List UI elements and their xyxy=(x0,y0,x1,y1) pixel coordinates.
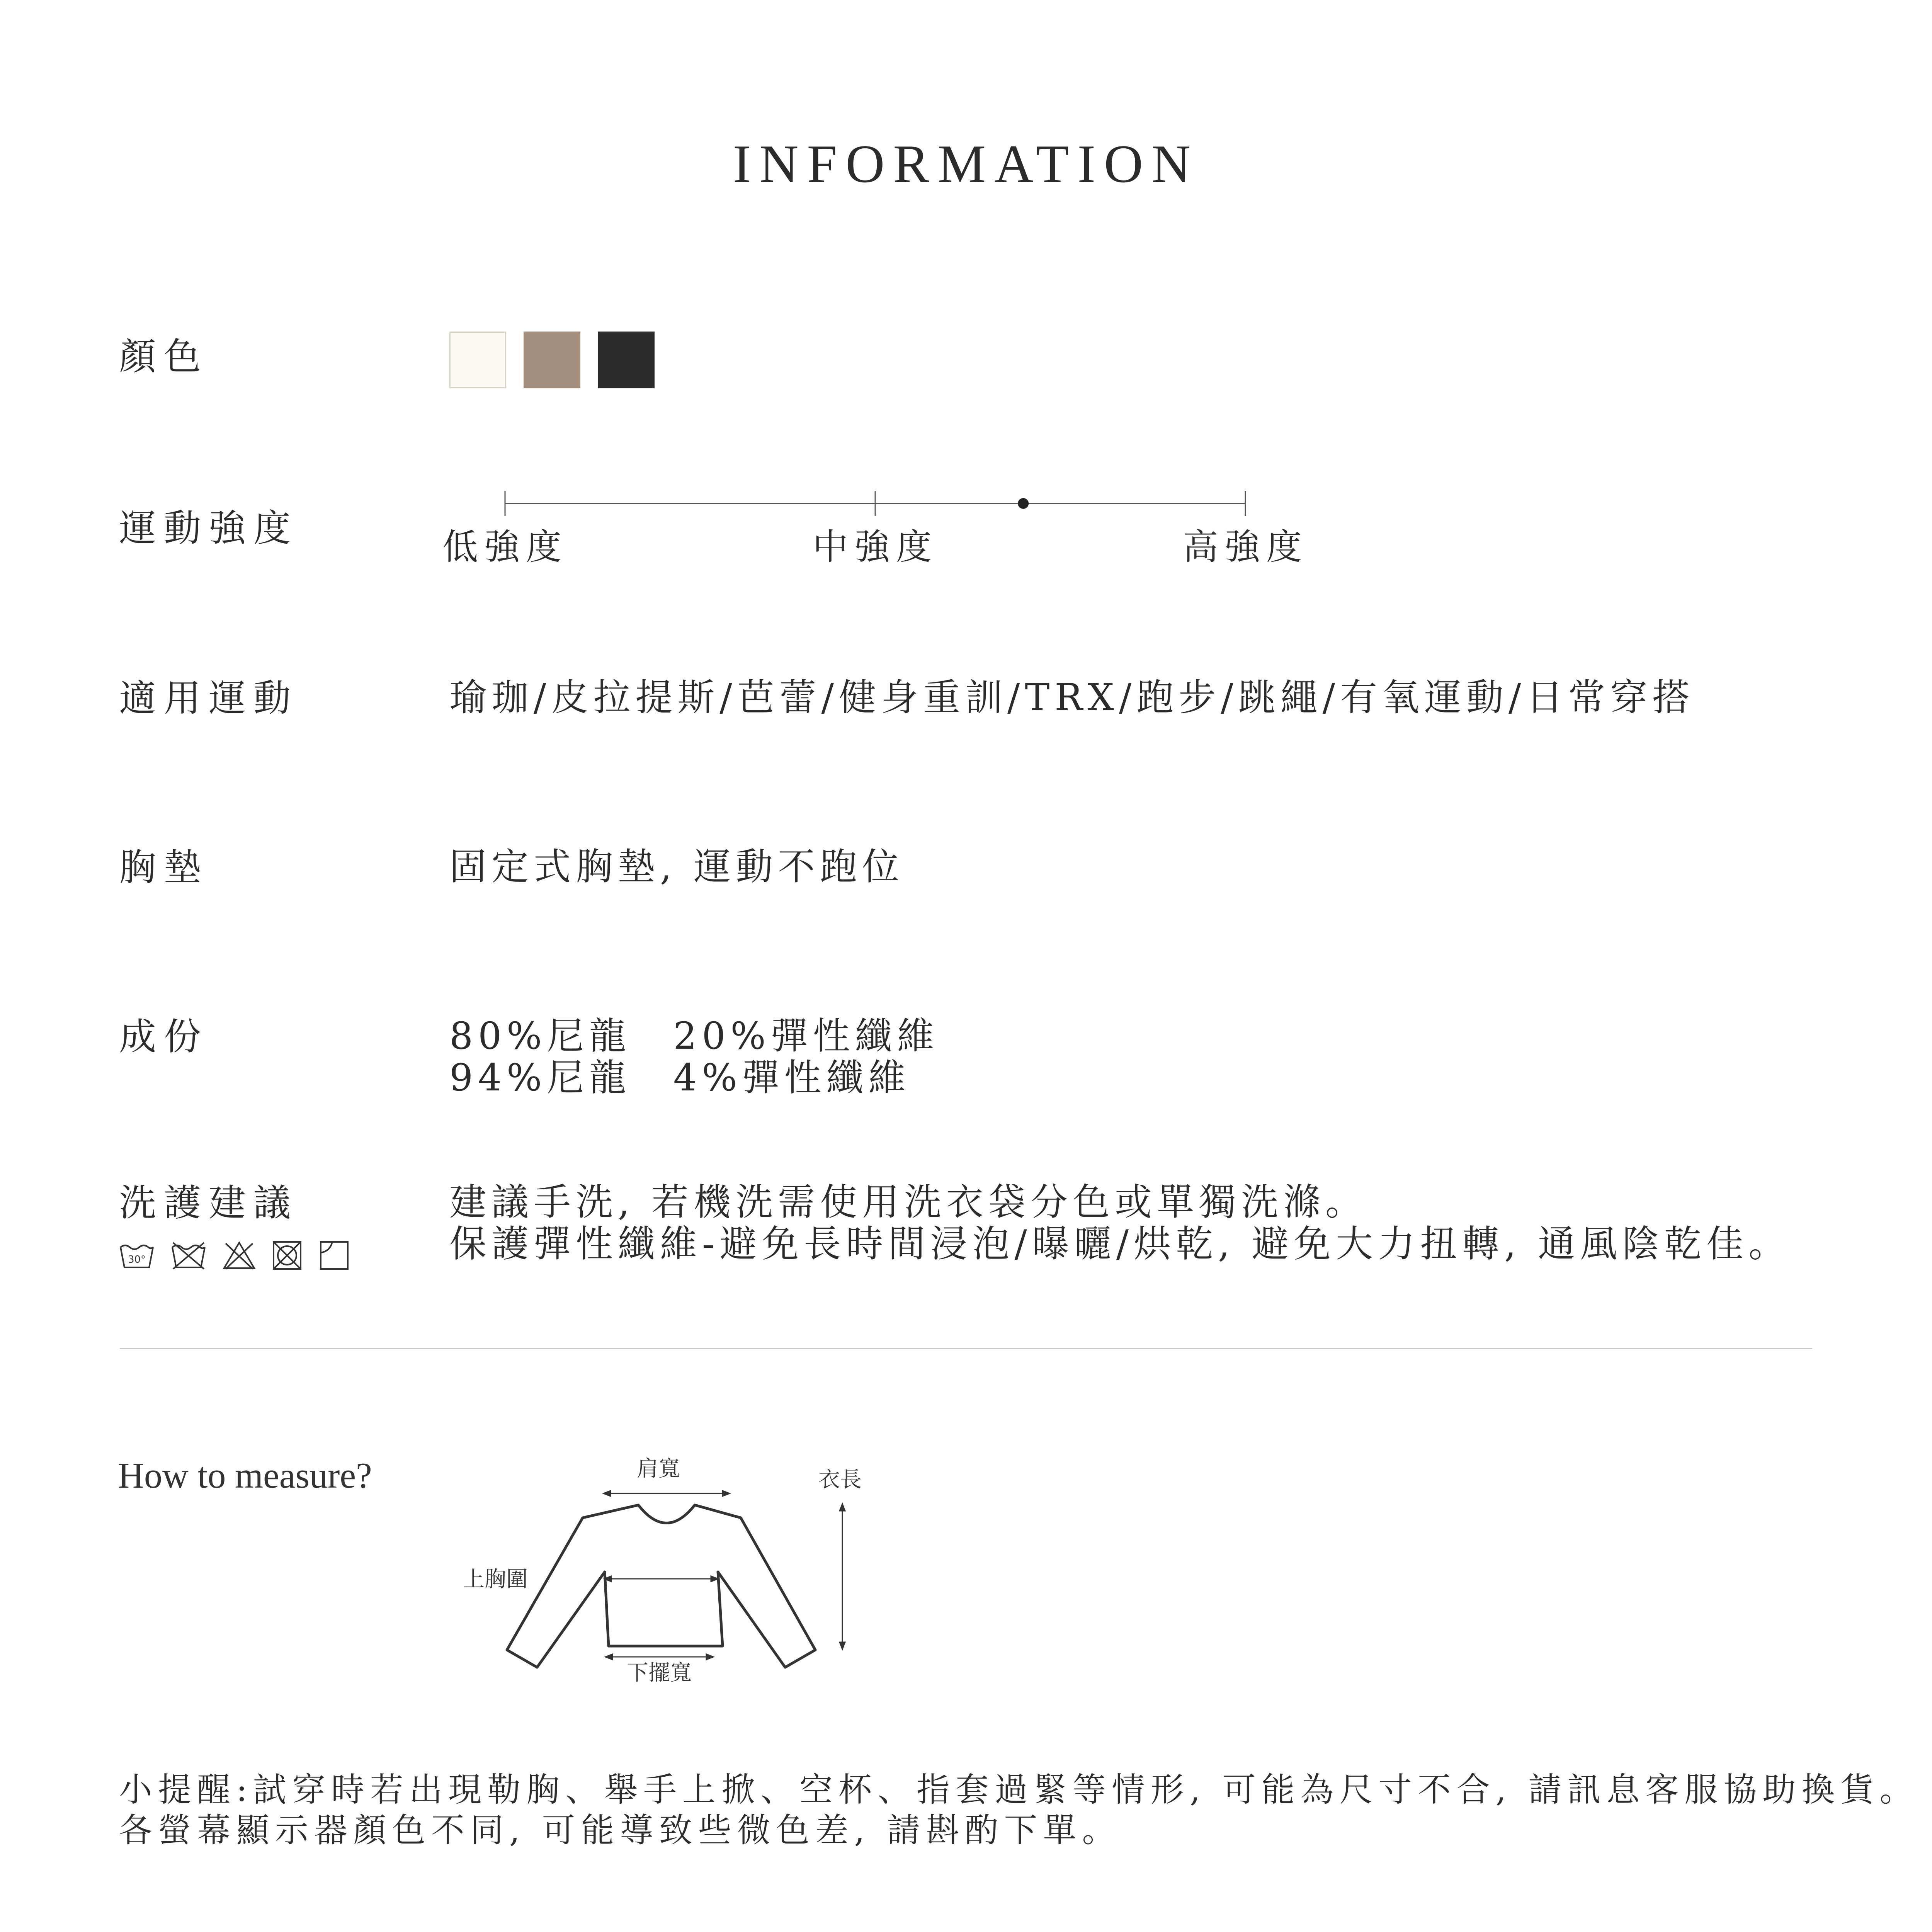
color-swatch-taupe[interactable] xyxy=(524,332,580,388)
garment-outline xyxy=(507,1505,815,1667)
color-label: 顏色 xyxy=(119,335,209,378)
material-line-2: 94%尼龍 4%彈性纖維 xyxy=(449,1056,911,1099)
intensity-scale xyxy=(498,485,1271,524)
length-arrow xyxy=(840,1504,845,1649)
material-label: 成份 xyxy=(119,1015,209,1058)
line-dry-icon xyxy=(318,1240,351,1270)
care-label: 洗護建議 xyxy=(119,1181,298,1225)
hand-wash-30-icon xyxy=(118,1240,155,1270)
note-line-1: 小提醒:試穿時若出現勒胸、舉手上掀、空杯、指套過緊等情形, 可能為尺寸不合, 請訊息客服協助換貨。 xyxy=(119,1770,1919,1809)
notes xyxy=(119,1770,1918,1851)
chest-arrow xyxy=(604,1576,718,1582)
section-divider xyxy=(120,1348,1812,1349)
shoulder-label: 肩寬 xyxy=(637,1456,680,1481)
no-tumble-dry-icon xyxy=(271,1240,304,1270)
intensity-mid-label: 中強度 xyxy=(812,526,938,568)
note-line-2: 各螢幕顯示器顏色不同, 可能導致些微色差, 請斟酌下單。 xyxy=(119,1811,1121,1850)
hem-label: 下擺寬 xyxy=(627,1660,692,1685)
padding-value: 固定式胸墊, 運動不跑位 xyxy=(449,845,905,888)
no-bleach-icon xyxy=(222,1240,257,1270)
material-line-1: 80%尼龍 20%彈性纖維 xyxy=(449,1014,939,1058)
sports-label: 適用運動 xyxy=(119,677,298,720)
intensity-low-label: 低強度 xyxy=(442,526,568,568)
chest-label: 上胸圍 xyxy=(463,1567,528,1592)
intensity-high-label: 高強度 xyxy=(1182,526,1308,568)
page-title: INFORMATION xyxy=(733,134,1199,194)
color-swatch-cream[interactable] xyxy=(449,332,506,388)
wash-temp: 30° xyxy=(128,1254,146,1265)
padding-label: 胸墊 xyxy=(119,846,209,889)
care-icons xyxy=(118,1240,351,1270)
intensity-marker xyxy=(1018,498,1029,509)
color-swatch-black[interactable] xyxy=(598,332,655,388)
intensity-label: 運動強度 xyxy=(119,507,298,550)
hem-arrow xyxy=(605,1654,713,1660)
care-line-1: 建議手洗, 若機洗需使用洗衣袋分色或單獨洗滌。 xyxy=(449,1180,1368,1224)
care-line-2: 保護彈性纖維-避免長時間浸泡/曝曬/烘乾, 避免大力扭轉, 通風陰乾佳。 xyxy=(449,1222,1791,1265)
no-machine-wash-icon xyxy=(170,1240,207,1270)
length-label: 衣長 xyxy=(818,1467,862,1492)
measure-heading: How to measure? xyxy=(118,1456,372,1496)
shoulder-arrow xyxy=(604,1491,730,1496)
sports-value: 瑜珈/皮拉提斯/芭蕾/健身重訓/TRX/跑步/跳繩/有氧運動/日常穿搭 xyxy=(449,676,1695,719)
garment-diagram xyxy=(498,1457,885,1696)
